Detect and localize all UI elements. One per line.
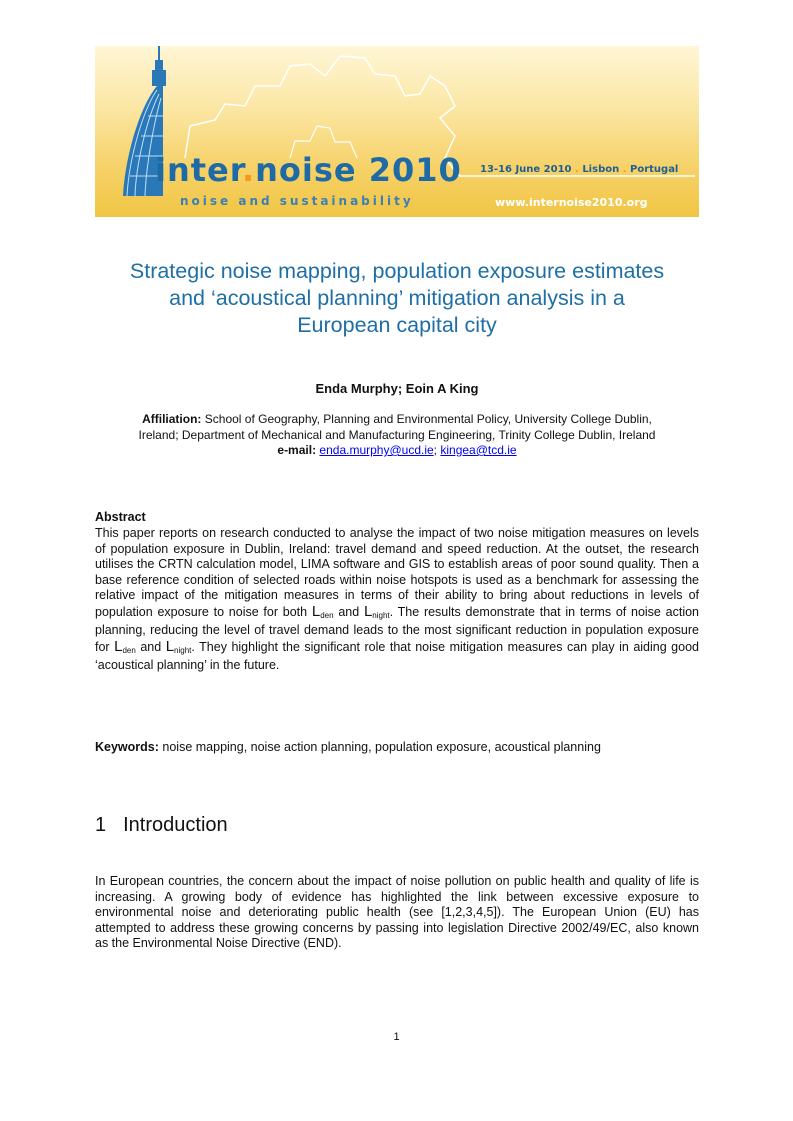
conference-tagline: noise and sustainability xyxy=(180,194,414,208)
email-link-king[interactable]: kingea@tcd.ie xyxy=(440,443,517,457)
email-link-murphy[interactable]: enda.murphy@ucd.ie xyxy=(319,443,434,457)
section-heading-introduction: 1 Introduction xyxy=(95,814,228,836)
conference-website: www.internoise2010.org xyxy=(495,196,648,209)
page-number: 1 xyxy=(393,1031,400,1043)
conference-banner xyxy=(95,46,699,217)
authors: Enda Murphy; Eoin A King xyxy=(315,381,479,396)
lisbon-skyline-illustration xyxy=(95,46,699,217)
abstract-text: This paper reports on research conducted to analyse the impact of two noise mitigation measures on levels of population exposure in Dublin, Ireland: travel demand and speed reduction. At the outset, the research utilises the CRTN calculation model, LIMA software and GIS to establish areas of poor sound quality. Then a base reference condition of selected roads within noise hotspots is used as a benchmark for assessing the relative impact of the mitigation measures in terms of their ability to bring about reductions in levels of population exposure to noise for both $L_{den}$ and $L_{night}$. The results demonstrate that in terms of noise action planning, reducing the level of travel demand leads to the most significant reduction in population exposure for $L_{den}$ and $L_{night}$. They highlight the significant role that noise mitigation measures can play in aiding good ‘acoustical planning’ in the future. xyxy=(95,526,699,672)
affiliation-block: Affiliation: School of Geography, Planning and Environmental Policy, University College Dublin, Ireland; Department of Mechanical and Manufacturing Engineering, Trinity College Dublin, Ireland e-mail: enda.murphy@ucd.ie; kingea@tcd.ie xyxy=(138,412,656,457)
conference-logo-text: inter.noise 2010 xyxy=(155,151,462,189)
abstract-heading: Abstract xyxy=(95,510,146,524)
keywords: Keywords: noise mapping, noise action planning, population exposure, acoustical planning xyxy=(95,740,601,754)
introduction-paragraph: In European countries, the concern about the impact of noise pollution on public health and quality of life is increasing. A growing body of evidence has highlighted the link between excessive exposure to environmental noise and deteriorating public health (see [1,2,3,4,5]). The European Union (EU) has attempted to address these growing concerns by passing into legislation Directive 2002/49/EC, also known as the Environmental Noise Directive (END). xyxy=(95,874,699,950)
paper-title: Strategic noise mapping, population exposure estimates and ‘acoustical planning’ mitigation analysis in a European capital city xyxy=(129,259,665,337)
conference-dates: 13-16 June 2010 . Lisbon . Portugal xyxy=(480,164,679,175)
